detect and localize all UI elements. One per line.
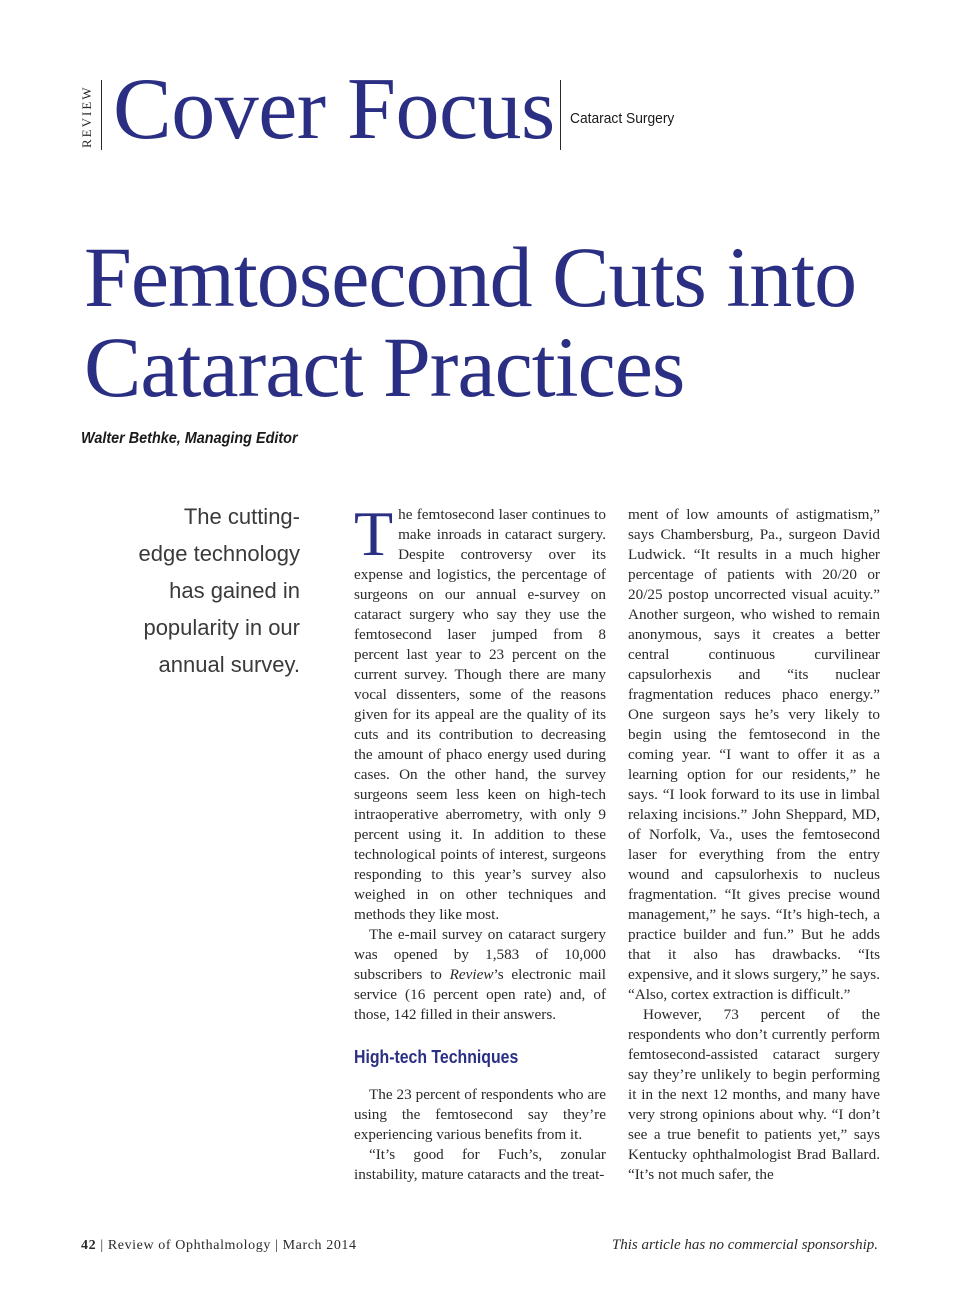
page-number: 42 — [81, 1238, 97, 1253]
page-footer — [81, 1238, 357, 1254]
article-title — [84, 229, 944, 415]
pull-quote-line: edge technology — [138, 541, 300, 566]
byline: Walter Bethke, Managing Editor — [81, 430, 298, 447]
section-label: Cataract Surgery — [570, 110, 675, 127]
publication-name: Review of Ophthalmology — [107, 1238, 271, 1253]
body-paragraph: “It’s good for Fuch’s, zonular instability, mature cataracts and the treat- — [354, 1146, 606, 1183]
article-title-line-1: Femtosecond Cuts into — [84, 229, 857, 325]
subheading: High-tech Techniques — [354, 1047, 519, 1067]
issue-date: March 2014 — [282, 1238, 357, 1253]
body-column-1 — [354, 498, 606, 1185]
footer-separator: | — [275, 1238, 279, 1253]
paragraph-text: The e-mail survey on cataract surgery was opened by 1,583 of 10,000 subscribers to — [354, 926, 606, 983]
body-paragraph — [354, 925, 606, 1025]
footer-separator: | — [100, 1238, 104, 1253]
vertical-section-label: REVIEW — [79, 85, 94, 148]
body-paragraph: ment of low amounts of astigmatism,” says Chambersburg, Pa., surgeon David Ludwick. “It results in a much higher percentage of patients with 20/20 or 20/25 postop uncorrected visual acuity.” Another surgeon, who wished to remain anonymous, says it creates a better central continuous curvilinear capsulorhexis and “its nuclear fragmentation reduces phaco energy.” One surgeon says he’s very likely to begin using the femtosecond in the coming year. “I want to offer it as a learning option for our residents,” he says. “I look forward to its use in limbal relaxing incisions.” John Sheppard, MD, of Norfolk, Va., uses the femtosecond laser for everything from the entry wound and capsulorhexis to nucleus fragmentation. “It gives precise wound management,” he says. “It’s high-tech, a practice builder and fun.” But he adds that it also has drawbacks. “Its expensive, and it slows surgery,” he says. “Also, cortex extraction is difficult.” — [628, 506, 880, 1003]
body-column-2 — [628, 505, 880, 1185]
masthead-title: Cover Focus — [113, 61, 555, 158]
body-paragraph: However, 73 percent of the respondents who don’t currently perform femtosecond-assisted cataract surgery say they’re unlikely to begin performing it in the next 12 months, and many have very strong opinions about why. “I don’t see a true benefit to patients yet,” says Kentucky ophthalmologist Brad Ballard. “It’s not much safer, the — [628, 1006, 880, 1183]
pull-quote-line: The cutting- — [183, 504, 300, 529]
pull-quote-line: popularity in our — [143, 615, 300, 640]
sponsorship-disclaimer: This article has no commercial sponsorship. — [611, 1237, 878, 1253]
drop-cap: T — [354, 498, 394, 569]
body-paragraph — [354, 498, 606, 925]
pull-quote-line: annual survey. — [158, 652, 300, 677]
paragraph-text: he femtosecond laser continues to make inroads in cataract surgery. Despite controversy over its expense and logistics, the percentage of surgeons on our annual e-survey on cataract surgery who say they use the femtosecond laser jumped from 8 percent last year to 23 percent on the current survey. Though there are many vocal dissenters, some of the reasons given for its appeal are the quality of its cuts and its contribution to decreasing the amount of phaco energy used during cases. On the other hand, the survey surgeons seem less keen on high-tech intraoperative aberrometry, with only 9 percent using it. In addition to these technological points of interest, surgeons responding to this year’s survey also weighed in on other techniques and methods they like most. — [354, 506, 606, 923]
header-divider-right — [560, 80, 561, 150]
pull-quote — [110, 498, 300, 683]
article-title-line-2: Cataract Practices — [84, 319, 685, 415]
paragraph-text: ’s electronic mail service (16 percent open rate) and, of those, 142 filled in their answers. — [354, 966, 606, 1023]
publication-name: Review — [449, 966, 494, 983]
body-paragraph: The 23 percent of respondents who are using the femtosecond say they’re experiencing various benefits from it. — [354, 1086, 606, 1143]
pull-quote-line: has gained in — [169, 578, 300, 603]
header-divider-left — [101, 80, 102, 150]
